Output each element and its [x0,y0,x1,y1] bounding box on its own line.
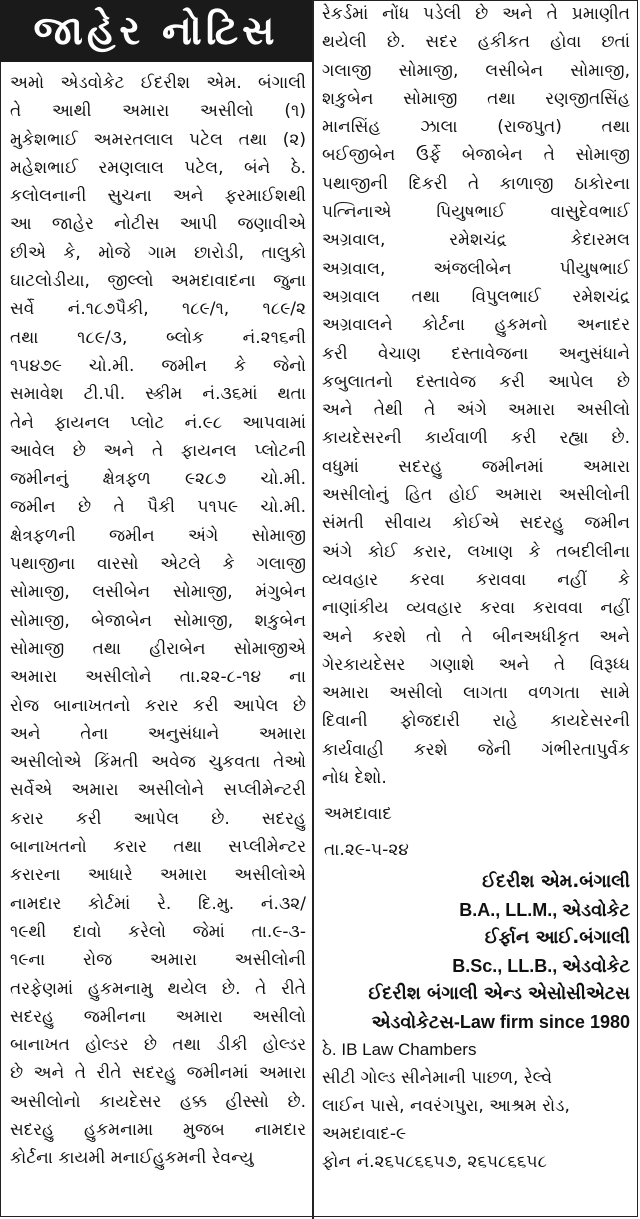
text-line: અને કરશે તો તે બીનઅધીકૃત અને [322,626,630,647]
text-line: અને તેથી તે અંગે અમારા અસીલો [322,400,630,421]
text-line: કલોલનાની સુચના અને ફરમાઈશથી [10,186,306,207]
text-line: તથા ૧૮૯/૩, બ્લોક નં.૨૧૬ની [10,327,306,348]
text-line: સર્વે નં.૧૮૭પૈકી, ૧૮૯/૧, ૧૮૯/૨ [10,299,306,320]
text-line: સર્વેએ અમારા અસીલોને સપ્લીમેન્ટરી [10,780,306,801]
text-line: તે આથી અમારા અસીલો (૧) [10,101,306,122]
text-line: બાનાખત હોલ્ડર છે તથા ડીકી હોલ્ડર [10,1035,306,1056]
text-line: કાયદેસરની કાર્યવાળી કરી રહ્યા છે. [322,428,630,449]
text-line: ૧૯થી દાવો કરેલો જેમાં તા.૯-૩- [10,921,306,942]
text-line: જમીનનું ક્ષેત્રફળ ૯૨૮૭ ચો.મી. [10,469,306,490]
place: અમદાવાદ [324,804,392,825]
text-line: મુકેશભાઈ અમરતલાલ પટેલ તથા (૨) [10,129,306,150]
text-line: કાર્યવાહી કરશે જેની ગંભીરતાપુર્વક [322,739,630,760]
text-line: અસીલોએ કિંમતી અવેજ ચુકવતા તેઓ [10,752,306,773]
text-line: સદરહુ હુકમનામા મુજબ નામદાર [10,1119,306,1140]
text-line: અગ્રવાલ તથા વિપુલભાઈ રમેશચંદ્ર [322,286,630,307]
text-line: કબુલાતનો દસ્તાવેજ કરી આપેલ છે [322,371,630,392]
text-line: શકુબેન સોમાજી તથા રણજીતસિંહ [322,88,630,109]
text-line: કરાર કરી આપેલ છે. સદરહુ [10,808,306,829]
text-line: મહેશભાઈ રમણલાલ પટેલ, બંને ઠે. [10,157,306,178]
address-line-3: લાઈન પાસે, નવરંગપુરા, આશ્રમ રોડ, [322,1096,570,1117]
text-line: પત્નિનાએ પિયુષભાઈ વાસુદેવભાઈ [322,202,630,223]
text-line: અમો એડવોકેટ ઈદરીશ એમ. બંગાલી [10,73,306,93]
text-line: આ જાહેર નોટીસ આપી જણાવીએ [10,214,306,235]
text-line: અગ્રવાલ, રમેશચંદ્ર કેદારમલ [322,230,630,251]
phone-numbers: ફોન નં.૨૬૫૮૬૬૫૭, ૨૬૫૮૬૬૫૮ [322,1152,547,1173]
text-line: સોમાજી, બેજાબેન સોમાજી, શકુબેન [10,610,306,631]
text-line: ગલાજી સોમાજી, લસીબેન સોમાજી, [322,60,630,81]
text-line: નામદાર કોર્ટમાં રે. દિ.મુ. નં.૩૨/ [10,893,306,914]
text-line: કરારના આધારે અમારા અસીલોએ [10,865,306,886]
address-line-1: ઠે. IB Law Chambers [322,1040,477,1060]
date: તા.૨૯-૫-૨૪ [324,840,409,861]
address-line-2: સીટી ગોલ્ડ સીનેમાની પાછળ, રેલ્વે [322,1068,553,1089]
text-line: માનસિંહ ઝાલા (રાજપુત) તથા [322,117,630,138]
text-line: અગ્રવાલને કોર્ટના હુકમનો અનાદર [322,315,630,336]
text-line: ગેરકાયદેસર ગણાશે અને તે વિરૂધ્ધ [322,654,630,675]
text-line: અસીલોનું હિત હોઈ અમારા અસીલોની [322,485,630,506]
text-line: પથાજીના વારસો એટલે કે ગલાજી [10,554,306,575]
text-line: સોમાજી, લસીબેન સોમાજી, મંગુબેન [10,582,306,603]
text-line: દિવાની ફોજદારી રાહે કાયદેસરની [322,711,630,732]
text-line: અસીલોનો કાયદેસર હક્ક હીસ્સો છે. [10,1091,306,1112]
signatory-qualification-2: B.Sc., LL.B., એડવોકેટ [452,956,630,977]
text-line: સોમાજી તથા હીરાબેન સોમાજીએ [10,638,306,659]
right-column [322,0,630,1176]
text-line: અગ્રવાલ, અંજલીબેન પીયુષભાઈ [322,258,630,279]
text-line: ૧૫૪૭૯ ચો.મી. જમીન કે જેનો [10,355,306,376]
text-line: આવેલ છે અને તે ફાયનલ પ્લોટની [10,440,306,461]
text-line: અમારા અસીલોને તા.૨૨-૮-૧૪ ના [10,667,306,688]
text-line: કરી વેચાણ દસ્તાવેજના અનુસંધાને [322,343,630,364]
column-divider [312,0,314,1219]
text-line: છીએ કે, મોજે ગામ છારોડી, તાલુકો [10,242,306,263]
right-column-text [322,0,630,792]
text-line: નોધ દેશો. [322,768,387,789]
left-column [10,69,306,1173]
text-line: ૧૯ના રોજ અમારા અસીલોની [10,950,306,971]
text-line: સમાવેશ ટી.પી. સ્કીમ નં.૩૬માં થતા [10,384,306,405]
text-line: પથાજીની દિકરી તે કાળાજી ઠાકોરના [322,173,630,194]
text-line: સંમતી સીવાય કોઈએ સદરહુ જમીન [322,513,630,534]
text-line: ક્ષેત્રફળની જમીન અંગે સોમાજી [10,525,306,546]
text-line: રોજ બાનાખતનો કરાર કરી આપેલ છે [10,695,306,716]
text-line: બાનાખતનો કરાર તથા સપ્લીમેન્ટર [10,837,306,858]
text-line: નાણાંકીય વ્યવહાર કરવા કરાવવા નહીં [322,598,630,619]
text-line: છે અને તે રીતે સદરહુ જમીનમાં અમારા [10,1063,306,1084]
text-line: તેને ફાયનલ પ્લોટ નં.૯૮ આપવામાં [10,412,306,433]
text-line: અને તેના અનુસંધાને અમારા [10,723,306,744]
text-line: અંગે કોઈ કરાર, લખાણ કે તબદીલીના [322,541,630,562]
notice-title: જાહેર નોટિસ [0,0,312,62]
text-line: અમારા અસીલો લાગતા વળગતા સામે [322,683,630,704]
firm-name: ઈદરીશ બંગાલી એન્ડ એસોસીએટસ [368,983,630,1005]
text-line: બઈજીબેન ઉર્ફે બેજાબેન તે સોમાજી [322,145,630,166]
text-line: તરફેણમાં હુકમનામુ થયેલ છે. તે રીતે [10,978,306,999]
text-line: વ્યવહાર કરવા કરાવવા નહીં કે [322,569,630,590]
text-line: વધુમાં સદરહુ જમીનમાં અમારા [322,456,630,477]
text-line: થયેલી છે. સદર હકીકત હોવા છતાં [322,32,630,53]
signatory-name-1: ઈદરીશ એમ.બંગાલી [482,871,630,893]
signatory-name-2: ઈર્ફાન આઈ.બંગાલી [484,927,630,949]
signatory-qualification-1: B.A., LL.M., એડવોકેટ [459,900,630,921]
firm-tagline: એડવોકેટસ-Law firm since 1980 [371,1012,630,1033]
text-line: જમીન છે તે પૈકી ૫૧૫૯ ચો.મી. [10,497,306,518]
text-line: ઘાટલોડીયા, જીલ્લો અમદાવાદના જુના [10,271,306,292]
text-line: રેકર્ડમાં નોંધ પડેલી છે અને તે પ્રમાણીત [322,4,630,24]
text-line: સદરહુ જમીનના અમારા અસીલો [10,1006,306,1027]
text-line: કોર્ટના કાયમી મનાઈહુકમની રેવન્યુ [10,1148,254,1169]
address-line-4: અમદાવાદ-૯ [322,1124,407,1145]
